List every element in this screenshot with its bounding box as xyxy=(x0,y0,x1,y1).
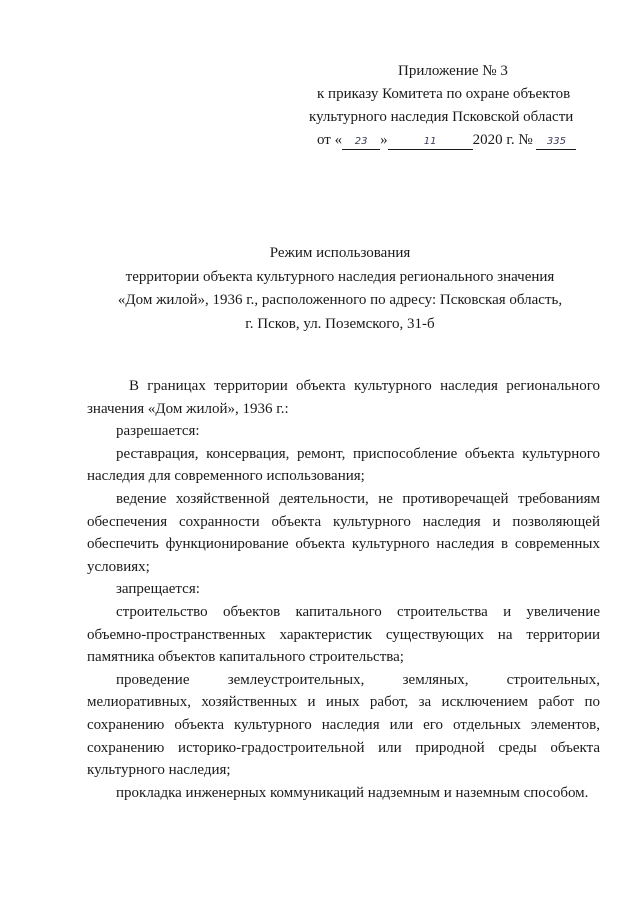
date-prefix: от « xyxy=(317,132,343,148)
intro-paragraph: В границах территории объекта культурного наследия регионального значения «Дом жилой», 1936 г.: xyxy=(87,378,600,417)
title-line-1: Режим использования xyxy=(269,245,411,261)
document-body xyxy=(87,375,600,804)
date-month-field: 11 xyxy=(388,135,473,150)
appendix-header xyxy=(300,60,600,152)
appendix-number: Приложение № 3 xyxy=(398,63,508,79)
appendix-committee: культурного наследия Псковской области xyxy=(309,109,574,125)
forbidden-heading: запрещается: xyxy=(116,581,200,598)
forbidden-item: проведение землеустроительных, земляных, строительных, мелиоративных, хозяйственных и иных работ, за исключением работ по сохранению объекта культурного наследия или его отдельных элементов, сохранению историко-градостроительной или природной среды объекта культурного наследия; xyxy=(87,671,600,779)
title-line-2: территории объекта культурного наследия регионального значения xyxy=(125,268,555,285)
title-line-4: г. Псков, ул. Поземского, 31-б xyxy=(245,315,435,332)
forbidden-item: строительство объектов капитального строительства и увеличение объемно-пространственных характеристик существующих на территории памятника объектов капитального строительства; xyxy=(87,603,600,666)
date-mid: » xyxy=(380,132,388,148)
appendix-date-line xyxy=(300,129,600,152)
document-title xyxy=(60,242,620,336)
appendix-order-ref: к приказу Комитета по охране объектов xyxy=(317,86,571,102)
title-line-3: «Дом жилой», 1936 г., расположенного по адресу: Псковская область, xyxy=(117,292,563,308)
allowed-heading: разрешается: xyxy=(116,423,200,440)
date-day-field: 23 xyxy=(342,135,380,150)
allowed-item: ведение хозяйственной деятельности, не противоречащей требованиям обеспечения сохранности объекта культурного наследия и позволяющей обеспечить функционирование объекта культурного наследия в современных условиях; xyxy=(87,490,600,575)
forbidden-item: прокладка инженерных коммуникаций надземным и наземным способом. xyxy=(116,784,589,801)
date-year: 2020 г. № xyxy=(472,132,533,148)
allowed-item: реставрация, консервация, ремонт, приспособление объекта культурного наследия для современного использования; xyxy=(87,445,600,485)
order-number-field: 335 xyxy=(536,135,576,150)
